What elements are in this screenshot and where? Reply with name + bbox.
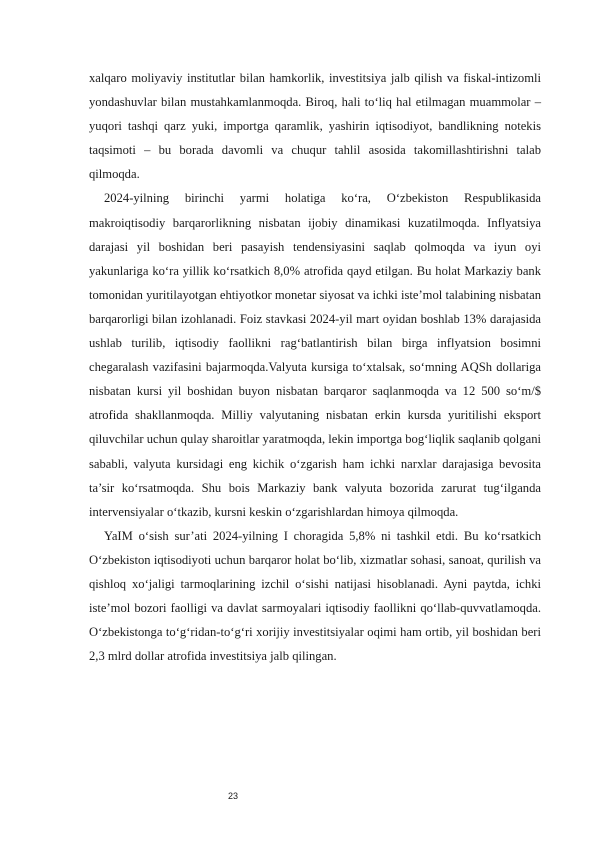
paragraph-gdp-growth: YaIM o‘sish sur’ati 2024-yilning I choragida 5,8% ni tashkil etdi. Bu ko‘rsatkich O‘zbekiston iqtisodiyoti uchun barqaror holat bo‘lib, xizmatlar sohasi, sanoat, qurilish va qishloq xo‘jaligi tarmoqlarining izchil o‘sishi natijasi hisoblanadi. Ayni paytda, ichki iste’mol bozori faolligi va davlat sarmoyalari iqtisodiy faollikni qo‘llab-quvvatlamoqda. O‘zbekistonga to‘g‘ridan-to‘g‘ri xorijiy investitsiyalar oqimi ham ortib, yil boshidan beri 2,3 mlrd dollar atrofida investitsiya jalb qilingan. <box>89 528 541 664</box>
document-body <box>89 66 541 668</box>
paragraph-macro-stability: 2024-yilning birinchi yarmi holatiga ko‘ra, O‘zbekiston Respublikasida makroiqtisodiy barqarorlikning nisbatan ijobiy dinamikasi kuzatilmoqda. Inflyatsiya darajasi yil boshidan beri pasayish tendensiyasini saqlab qolmoqda va iyun oyi yakunlariga ko‘ra yillik ko‘rsatkich 8,0% atrofida qayd etilgan. Bu holat Markaziy bank tomonidan yuritilayotgan ehtiyotkor monetar siyosat va ichki iste’mol talabining nisbatan barqarorligi bilan izohlanadi. Foiz stavkasi 2024-yil mart oyidan boshlab 13% darajasida ushlab turilib, iqtisodiy faollikni rag‘batlantirish bilan birga inflyatsion bosimni chegaralash vazifasini bajarmoqda.Valyuta kursiga to‘xtalsak, so‘mning AQSh dollariga nisbatan kursi yil boshidan buyon nisbatan barqaror saqlanmoqda va 12 500 so‘m/$ atrofida shakllanmoqda. Milliy valyutaning nisbatan erkin kursda yuritilishi eksport qiluvchilar uchun qulay sharoitlar yaratmoqda, lekin importga bog‘liqlik saqlanib qolgani sababli, valyuta kursidagi eng kichik o‘zgarish ham ichki narxlar darajasiga bevosita ta’sir ko‘rsatmoqda. Shu bois Markaziy bank valyuta bozorida zarurat tug‘ilganda intervensiyalar o‘tkazib, kursni keskin o‘zgarishlardan himoya qilmoqda. <box>89 191 541 519</box>
page-number: 23 <box>228 791 239 801</box>
paragraph-intl-cooperation: xalqaro moliyaviy institutlar bilan hamkorlik, investitsiya jalb qilish va fiskal-intizomli yondashuvlar bilan mustahkamlanmoqda. Biroq, hali to‘liq hal etilmagan muammolar – yuqori tashqi qarz yuki, importga qaramlik, yashirin iqtisodiyot, bandlikning notekis taqsimoti – bu borada davomli va chuqur tahlil asosida takomillashtirishni talab qilmoqda. <box>89 71 541 182</box>
